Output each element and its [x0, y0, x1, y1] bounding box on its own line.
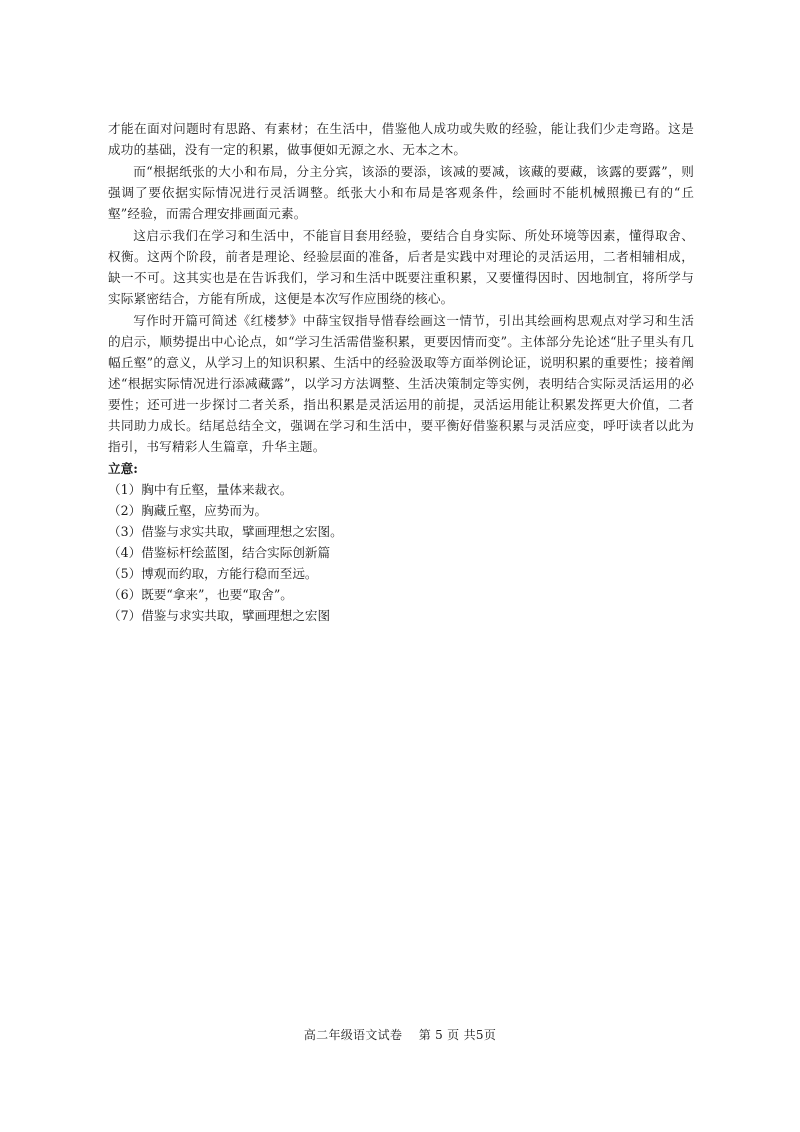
list-item: （3）借鉴与求实共取，擘画理想之宏图。 [108, 524, 343, 539]
list-item: （7）借鉴与求实共取，擘画理想之宏图 [108, 608, 331, 623]
theme-list [108, 479, 694, 626]
paragraph-2: 而“根据纸张的大小和布局，分主分宾，该添的要添，该减的要减，该藏的要藏，该露的要露”，则强调了要依据实际情况进行灵活调整。纸张大小和布局是客观条件，绘画时不能机械照搬已有的“丘壑”经验，而需合理安排画面元素。 [108, 164, 694, 221]
list-item: （2）胸藏丘壑，应势而为。 [108, 503, 268, 518]
page-footer [0, 1026, 800, 1044]
paragraph-4: 写作时开篇可简述《红楼梦》中薛宝钗指导惜春绘画这一情节，引出其绘画构思观点对学习和生活的启示，顺势提出中心论点，如“学习生活需借鉴积累，更要因情而变”。主体部分先论述“肚子里头有几幅丘壑”的意义，从学习上的知识积累、生活中的经验汲取等方面举例论证，说明积累的重要性；接着阐述“根据实际情况进行添减藏露”，以学习方法调整、生活决策制定等实例，表明结合实际灵活运用的必要性；还可进一步探讨二者关系，指出积累是灵活运用的前提，灵活运用能让积累发挥更大价值，二者共同助力成长。结尾总结全文，强调在学习和生活中，要平衡好借鉴积累与灵活应变，呼吁读者以此为指引，书写精彩人生篇章，升华主题。 [108, 313, 694, 454]
list-item: （6）既要“拿来”，也要“取舍”。 [108, 587, 293, 602]
paragraph-1: 才能在面对问题时有思路、有素材；在生活中，借鉴他人成功或失败的经验，能让我们少走弯路。这是成功的基础，没有一定的积累，做事便如无源之水、无本之木。 [108, 121, 694, 157]
exam-title: 高二年级语文试卷 [303, 1028, 403, 1042]
list-item: （1）胸中有丘壑，量体来裁衣。 [108, 482, 293, 497]
paragraph-3: 这启示我们在学习和生活中，不能盲目套用经验，要结合自身实际、所处环境等因素，懂得取舍、权衡。这两个阶段，前者是理论、经验层面的准备，后者是实践中对理论的灵活运用，二者相辅相成，缺一不可。这其实也是在告诉我们，学习和生活中既要注重积累，又要懂得因时、因地制宜，将所学与实际紧密结合，方能有所成，这便是本次写作应围绕的核心。 [108, 228, 694, 306]
list-item: （5）博观而约取，方能行稳而至远。 [108, 566, 318, 581]
list-item: （4）借鉴标杆绘蓝图，结合实际创新篇 [108, 545, 331, 560]
section-heading-liyi: 立意: [108, 461, 138, 476]
document-body [108, 118, 694, 626]
page-number: 第 5 页 共5页 [418, 1028, 497, 1042]
